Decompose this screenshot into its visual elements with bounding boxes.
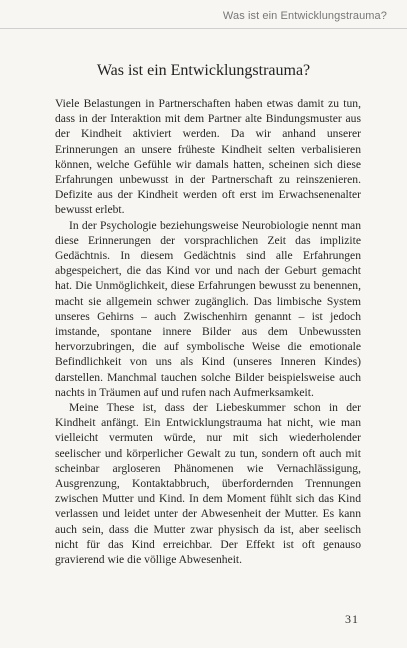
- running-header: Was ist ein Entwicklungstrauma?: [222, 10, 387, 22]
- chapter-title: Was ist ein Entwicklungstrauma?: [96, 62, 311, 79]
- paragraph: Meine These ist, dass der Liebeskummer schon in der Kindheit anfängt. Ein Entwicklungstrauma hat nicht, wie man vielleicht vermuten würde, nur mit sich wiederholender seelischer und körperlicher Gewalt zu tun, sondern oft auch mit scheinbar argloseren Phänomenen wie Vernachlässigung, Ausgrenzung, Kontaktabbruch, überfordernden Trennungen zwischen Mutter und Kind. In dem Moment fühlt sich das Kind verlassen und leidet unter der Abwesenheit der Mutter. Es kann auch sein, dass die Mutter zwar physisch da ist, aber seelisch nicht für das Kind erreichbar. Der Effekt ist oft genauso gravierend wie die völlige Abwesenheit.: [55, 401, 361, 567]
- header-rule: [0, 28, 407, 29]
- paragraph: Viele Belastungen in Partnerschaften haben etwas damit zu tun, dass in der Interaktion mit dem Partner alte Bindungsmuster aus der Kindheit aktiviert werden. Da wir anhand unserer Erinnerungen an unsere früheste Kindheit selten verbalisieren können, welche Gefühle wir damals hatten, scheinen sich diese Erfahrungen unbewusst in der Partnerschaft zu reinszenieren. Defizite aus der Kindheit werden oft erst im Erwachsenenalter bewusst erlebt.: [55, 97, 361, 217]
- paragraph: In der Psychologie beziehungsweise Neurobiologie nennt man diese Erinnerungen der vorsprachlichen Zeit das implizite Gedächtnis. In diesem Gedächtnis sind alle Erfahrungen abgespeichert, die das Kind vor und nach der Geburt gemacht hat. Die Unmöglichkeit, diese Erfahrungen bewusst zu benennen, macht sie allgemein schwer zugänglich. Das limbische System unseres Gehirns – auch Zwischenhirn genannt – ist jedoch imstande, spontane innere Bilder aus dem Unbewussten hervorzubringen, die auf symbolische Weise die emotionale Befindlichkeit von uns als Kind (unseres Inneren Kindes) darstellen. Manchmal tauchen solche Bilder beispielsweise auch nachts in Träumen auf und rufen nach Aufmerksamkeit.: [55, 218, 361, 399]
- page-number: 31: [345, 612, 359, 626]
- body-text: [55, 96, 361, 567]
